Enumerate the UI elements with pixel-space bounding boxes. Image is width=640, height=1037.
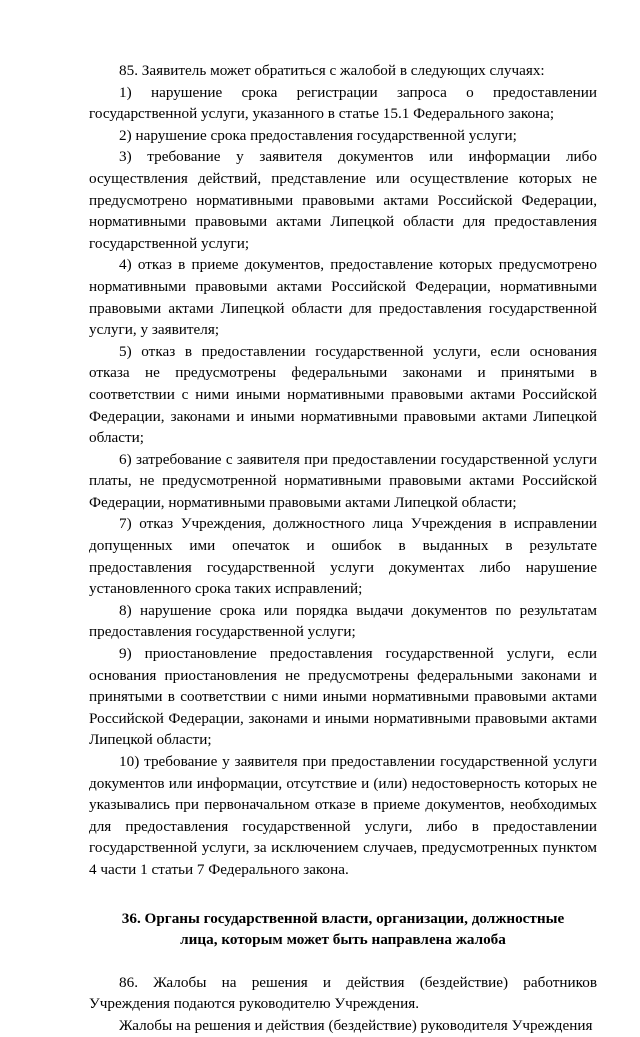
paragraph-86-continued: Жалобы на решения и действия (бездействие) руководителя Учреждения (119, 1016, 593, 1034)
list-item-9: 9) приостановление предоставления государственной услуги, если основания приостановления не предусмотрены федеральными законами и принятыми в соответствии с ними иными нормативными правовыми актами Российской Федерации, законами и иными нормативными правовыми актами Липецкой области; (89, 645, 597, 749)
list-item-5: 5) отказ в предоставлении государственной услуги, если основания отказа не предусмотрены федеральными законами и принятыми в соответствии с ними иными нормативными правовыми актами Российской Федерации, законами и иными нормативными правовыми актами Липецкой области; (89, 342, 597, 447)
paragraph-86: 86. Жалобы на решения и действия (бездействие) работников Учреждения подаются руководителю Учреждения. (89, 973, 597, 1013)
document-body (89, 60, 597, 1037)
list-item-4: 4) отказ в приеме документов, предоставление которых предусмотрено нормативными правовыми актами Российской Федерации, нормативными правовыми актами Липецкой области для предоставления государственной услуги, у заявителя; (89, 256, 597, 339)
section-heading: 36. Органы государственной власти, организации, должностные лица, которым может быть направлена жалоба (121, 909, 565, 949)
list-item-2: 2) нарушение срока предоставления государственной услуги; (119, 126, 517, 144)
list-item-6: 6) затребование с заявителя при предоставлении государственной услуги платы, не предусмотренной нормативными правовыми актами Российской Федерации, нормативными правовыми актами Липецкой области; (89, 450, 597, 511)
list-item-8: 8) нарушение срока или порядка выдачи документов по результатам предоставления государственной услуги; (89, 601, 597, 641)
list-item-1: 1) нарушение срока регистрации запроса о предоставлении государственной услуги, указанного в статье 15.1 Федерального закона; (89, 83, 597, 123)
list-item-3: 3) требование у заявителя документов или информации либо осуществления действий, представление или осуществление которых не предусмотрено нормативными правовыми актами Российской Федерации, нормативными правовыми актами Липецкой области для предоставления государственной услуги; (89, 148, 597, 252)
list-item-10: 10) требование у заявителя при предоставлении государственной услуги документов или информации, отсутствие и (или) недостоверность которых не указывались при первоначальном отказе в приеме документов, необходимых для предоставления государственной услуги, либо в предоставлении государственной услуги, за исключением случаев, предусмотренных пунктом 4 части 1 статьи 7 Федерального закона. (89, 753, 597, 878)
paragraph-85: 85. Заявитель может обратиться с жалобой в следующих случаях: (119, 62, 545, 79)
list-item-7: 7) отказ Учреждения, должностного лица Учреждения в исправлении допущенных ими опечаток и ошибок в выданных в результате предоставления государственной услуги документах либо нарушение установленного срока таких исправлений; (89, 515, 597, 598)
